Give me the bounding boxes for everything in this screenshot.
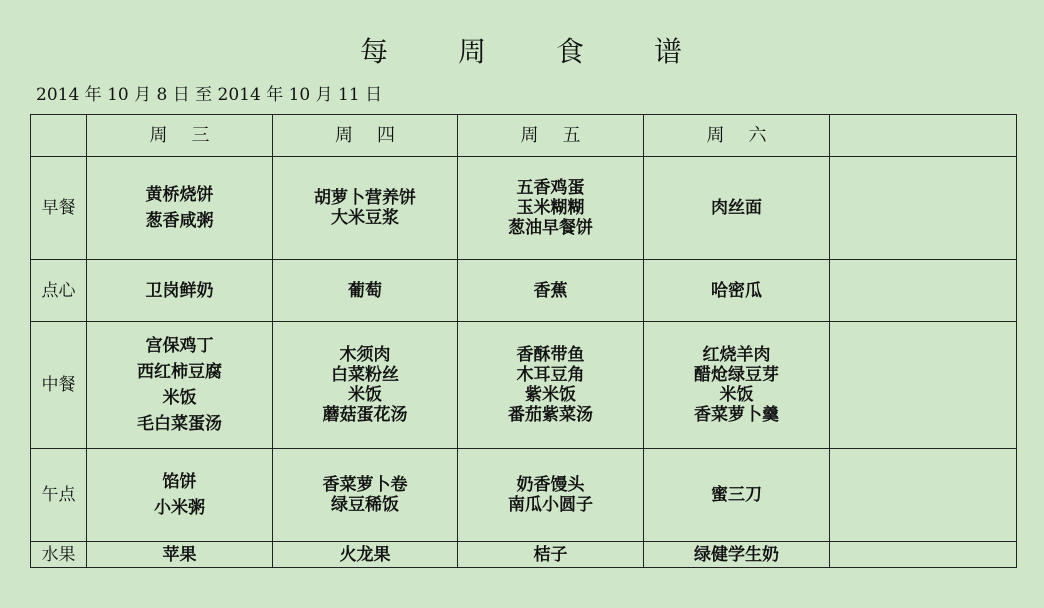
menu-cell — [644, 542, 830, 568]
dish: 玉米糊糊 — [516, 198, 585, 218]
menu-cell-empty — [830, 157, 1017, 260]
menu-cell — [458, 322, 644, 449]
menu-cell — [644, 260, 830, 322]
meal-label: 午点 — [31, 449, 87, 542]
menu-cell — [273, 260, 458, 322]
dish: 紫米饭 — [525, 385, 576, 405]
menu-cell — [458, 542, 644, 568]
meal-row-snack — [31, 260, 1017, 322]
dish: 红烧羊肉 — [702, 345, 771, 365]
menu-cell — [87, 260, 273, 322]
menu-cell — [458, 260, 644, 322]
dish: 小米粥 — [154, 498, 205, 518]
dish: 肉丝面 — [711, 198, 762, 218]
dish: 香菜萝卜羹 — [694, 405, 779, 425]
menu-cell — [458, 157, 644, 260]
dish: 蘑菇蛋花汤 — [322, 405, 408, 425]
menu-cell-empty — [830, 322, 1017, 449]
dish: 蜜三刀 — [711, 485, 762, 505]
menu-cell-empty — [830, 542, 1017, 568]
dish: 米饭 — [719, 385, 754, 405]
dish: 香酥带鱼 — [516, 345, 585, 365]
dish: 大米豆浆 — [331, 208, 399, 228]
dish: 胡萝卜营养饼 — [314, 188, 416, 208]
dish: 番茄紫菜汤 — [508, 405, 593, 425]
dish: 绿健学生奶 — [694, 544, 779, 565]
dish: 西红柿豆腐 — [137, 362, 222, 382]
dish: 木耳豆角 — [516, 365, 585, 385]
dish: 卫岗鲜奶 — [145, 280, 214, 301]
dish: 奶香馒头 — [516, 475, 585, 495]
meal-row-fruit — [31, 542, 1017, 568]
menu-cell — [87, 322, 273, 449]
day-header-fri: 周 五 — [458, 115, 644, 157]
dish: 葱油早餐饼 — [508, 218, 593, 238]
title-char: 食 — [556, 35, 587, 68]
dish: 馅饼 — [162, 472, 197, 492]
dish: 香蕉 — [533, 280, 568, 301]
menu-cell — [644, 157, 830, 260]
title-char: 周 — [457, 35, 488, 68]
header-row — [31, 115, 1017, 157]
meal-label: 早餐 — [31, 157, 87, 260]
dish: 葱香咸粥 — [145, 211, 214, 231]
menu-cell — [458, 449, 644, 542]
dish: 葡萄 — [348, 280, 382, 301]
menu-cell-empty — [830, 449, 1017, 542]
dish: 五香鸡蛋 — [516, 178, 585, 198]
menu-cell — [87, 542, 273, 568]
menu-cell — [87, 157, 273, 260]
dish: 白菜粉丝 — [331, 365, 399, 385]
dish: 黄桥烧饼 — [145, 185, 214, 205]
menu-cell-empty — [830, 260, 1017, 322]
dish: 米饭 — [162, 388, 197, 408]
dish: 哈密瓜 — [711, 280, 762, 301]
dish: 绿豆稀饭 — [331, 495, 399, 515]
menu-cell — [273, 322, 458, 449]
meal-label: 中餐 — [31, 322, 87, 449]
day-header-thu: 周 四 — [273, 115, 458, 157]
day-header-empty — [830, 115, 1017, 157]
date-range: 2014 年 10 月 8 日 至 2014 年 10 月 11 日 — [36, 85, 383, 105]
day-header-wed: 周 三 — [87, 115, 273, 157]
weekly-menu-table — [30, 114, 1017, 568]
menu-cell — [87, 449, 273, 542]
dish: 木须肉 — [339, 345, 391, 365]
dish: 桔子 — [533, 544, 568, 565]
menu-cell — [273, 449, 458, 542]
dish: 苹果 — [162, 544, 197, 565]
corner-cell — [31, 115, 87, 157]
menu-cell — [273, 542, 458, 568]
meal-row-afternoon-snack — [31, 449, 1017, 542]
title-char: 每 — [359, 35, 390, 68]
meal-label: 水果 — [31, 542, 87, 568]
title-char: 谱 — [654, 35, 685, 68]
meal-label: 点心 — [31, 260, 87, 322]
page-title — [0, 30, 1044, 70]
dish: 南瓜小圆子 — [508, 495, 593, 515]
dish: 宫保鸡丁 — [145, 336, 214, 356]
dish: 醋炝绿豆芽 — [694, 365, 779, 385]
meal-row-lunch — [31, 322, 1017, 449]
dish: 香菜萝卜卷 — [322, 475, 408, 495]
menu-cell — [273, 157, 458, 260]
dish: 毛白菜蛋汤 — [137, 414, 222, 434]
meal-row-breakfast — [31, 157, 1017, 260]
dish: 火龙果 — [339, 544, 391, 565]
menu-cell — [644, 322, 830, 449]
menu-cell — [644, 449, 830, 542]
dish: 米饭 — [348, 385, 382, 405]
day-header-sat: 周 六 — [644, 115, 830, 157]
